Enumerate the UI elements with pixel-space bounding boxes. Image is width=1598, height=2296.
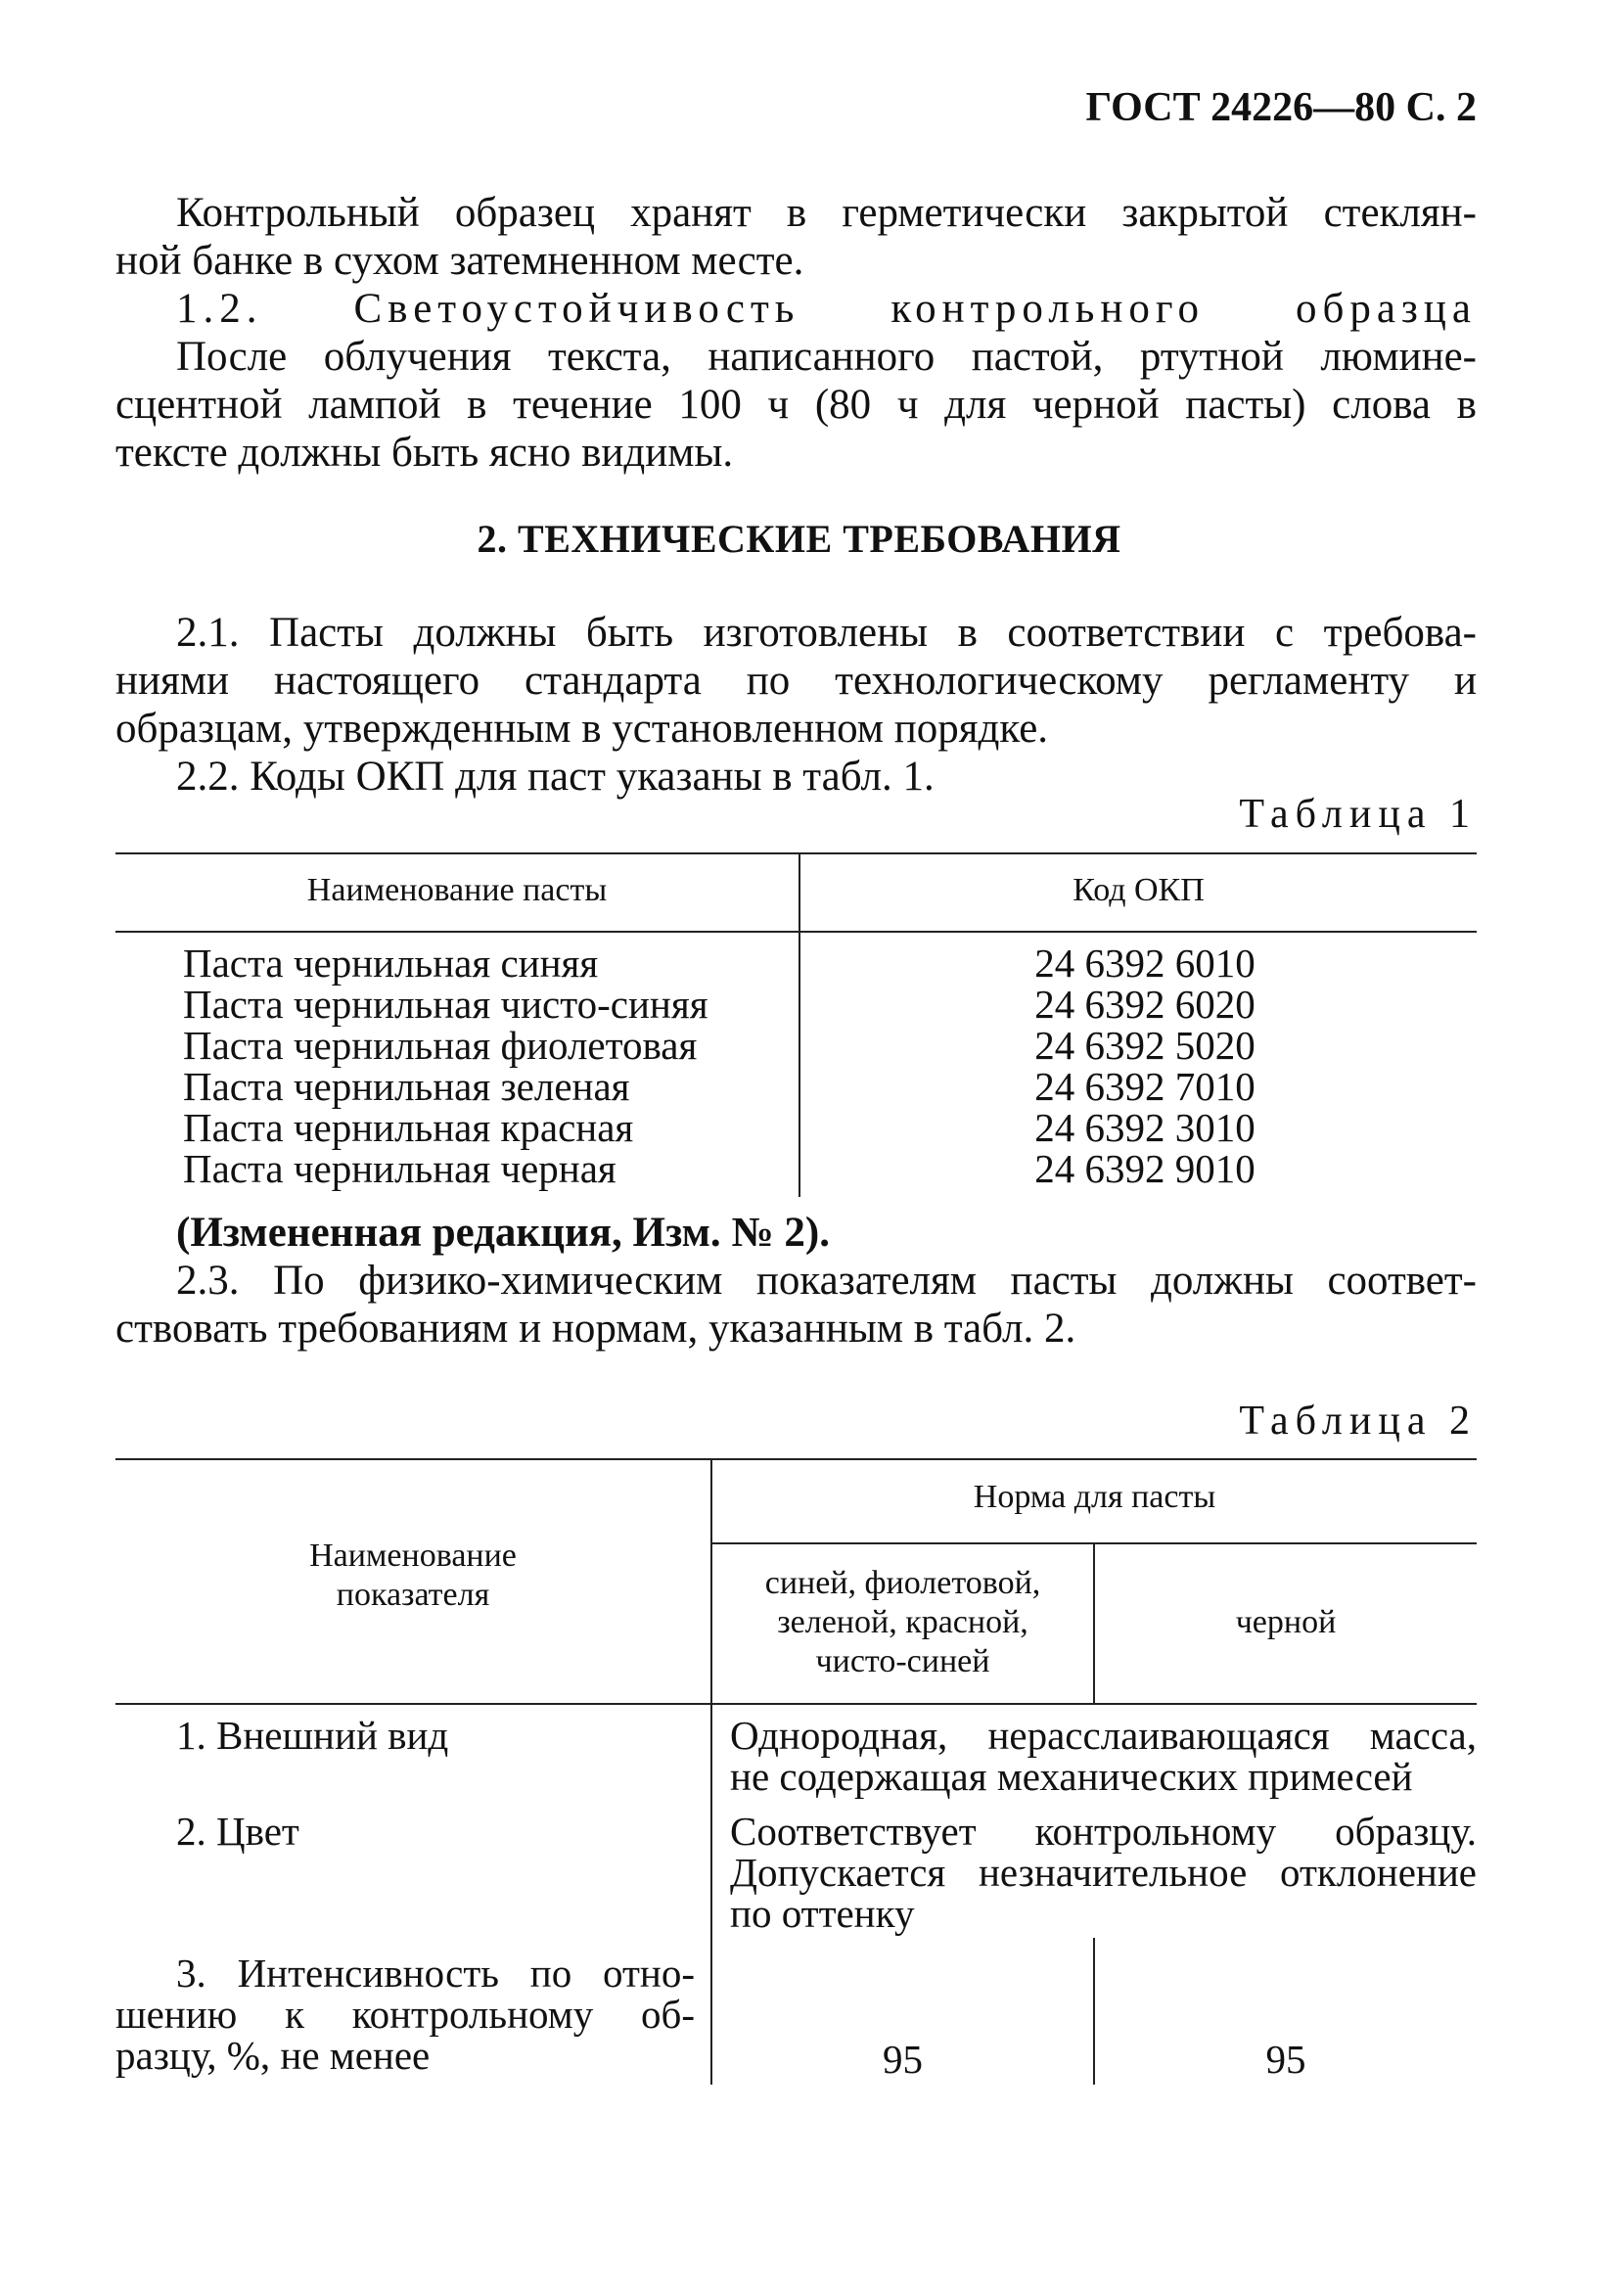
amendment-note: (Измененная редакция, Изм. № 2). (176, 1210, 830, 1256)
table-cell: 24 6392 6020 (1034, 982, 1256, 1027)
table-cell: Паста чернильная красная (183, 1105, 634, 1150)
indicator-name: разцу, %, не менее (115, 2033, 431, 2078)
norm-value: Однородная, нерасслаивающаяся масса, (730, 1713, 1477, 1758)
column-header: Норма для пасты (973, 1479, 1216, 1515)
table-cell: 24 6392 6010 (1034, 941, 1256, 986)
table-cell: Паста чернильная черная (183, 1146, 616, 1191)
table-caption: Таблица 2 (1239, 1399, 1477, 1444)
indicator-name: шению к контрольному об- (115, 1992, 695, 2037)
column-subheader: зеленой, красной, (777, 1604, 1028, 1640)
column-subheader: синей, фиолетовой, (764, 1565, 1041, 1601)
column-subheader: чисто-синей (815, 1643, 990, 1679)
section-title: 2. ТЕХНИЧЕСКИЕ ТРЕБОВАНИЯ (477, 517, 1121, 561)
table-rule (115, 1703, 1477, 1705)
table-cell: Паста чернильная синяя (183, 941, 599, 986)
paragraph-line: 2.1. Пасты должны быть изготовлены в соответствии с требова- (176, 610, 1477, 656)
paragraph-line: образцам, утвержденным в установленном порядке. (115, 706, 1049, 752)
column-header: Наименование пасты (306, 872, 608, 908)
norm-value: по оттенку (730, 1891, 915, 1936)
table-cell: 24 6392 7010 (1034, 1064, 1256, 1109)
table-rule (115, 1458, 1477, 1460)
indicator-name: 1. Внешний вид (176, 1713, 449, 1758)
indicator-name: 2. Цвет (176, 1809, 299, 1854)
paragraph-line: Контрольный образец хранят в герметически закрытой стеклян- (176, 190, 1477, 236)
paragraph-line: После облучения текста, написанного пастой, ртутной люмине- (176, 334, 1477, 380)
paragraph-line: ной банке в сухом затемненном месте. (115, 238, 804, 284)
paragraph-line: 2.2. Коды ОКП для паст указаны в табл. 1. (176, 754, 935, 800)
subsection-heading: 1.2. Светоустойчивость контрольного образца (176, 286, 1477, 332)
column-header: Наименование (309, 1538, 517, 1574)
column-header: показателя (336, 1577, 490, 1613)
document-reference: ГОСТ 24226—80 С. 2 (1085, 85, 1477, 130)
table-cell: 24 6392 3010 (1034, 1105, 1256, 1150)
table-rule (115, 931, 1477, 933)
table-cell: Паста чернильная чисто-синяя (183, 982, 708, 1027)
norm-value: Допускается незначительное отклонение (730, 1850, 1477, 1895)
norm-value: Соответствует контрольному образцу. (730, 1809, 1477, 1854)
paragraph-line: тексте должны быть ясно видимы. (115, 430, 734, 476)
table-cell: 24 6392 9010 (1034, 1146, 1256, 1191)
table-cell: Паста чернильная зеленая (183, 1064, 630, 1109)
paragraph-line: 2.3. По физико-химическим показателям пасты должны соответ- (176, 1258, 1477, 1304)
paragraph-line: ниями настоящего стандарта по технологическому регламенту и (115, 658, 1477, 704)
column-subheader: черной (1235, 1604, 1337, 1640)
norm-value: 95 (1265, 2037, 1306, 2082)
table-cell: Паста чернильная фиолетовая (183, 1023, 698, 1068)
paragraph-line: сцентной лампой в течение 100 ч (80 ч для черной пасты) слова в (115, 382, 1477, 428)
norm-value: 95 (883, 2037, 923, 2082)
column-header: Код ОКП (1073, 872, 1205, 908)
table-cell: 24 6392 5020 (1034, 1023, 1256, 1068)
norm-value: не содержащая механических примесей (730, 1754, 1413, 1799)
table-rule (115, 852, 1477, 854)
table-caption: Таблица 1 (1239, 792, 1477, 837)
paragraph-line: ствовать требованиям и нормам, указанным в табл. 2. (115, 1306, 1076, 1352)
column-divider (710, 1458, 712, 2085)
indicator-name: 3. Интенсивность по отно- (176, 1951, 695, 1996)
